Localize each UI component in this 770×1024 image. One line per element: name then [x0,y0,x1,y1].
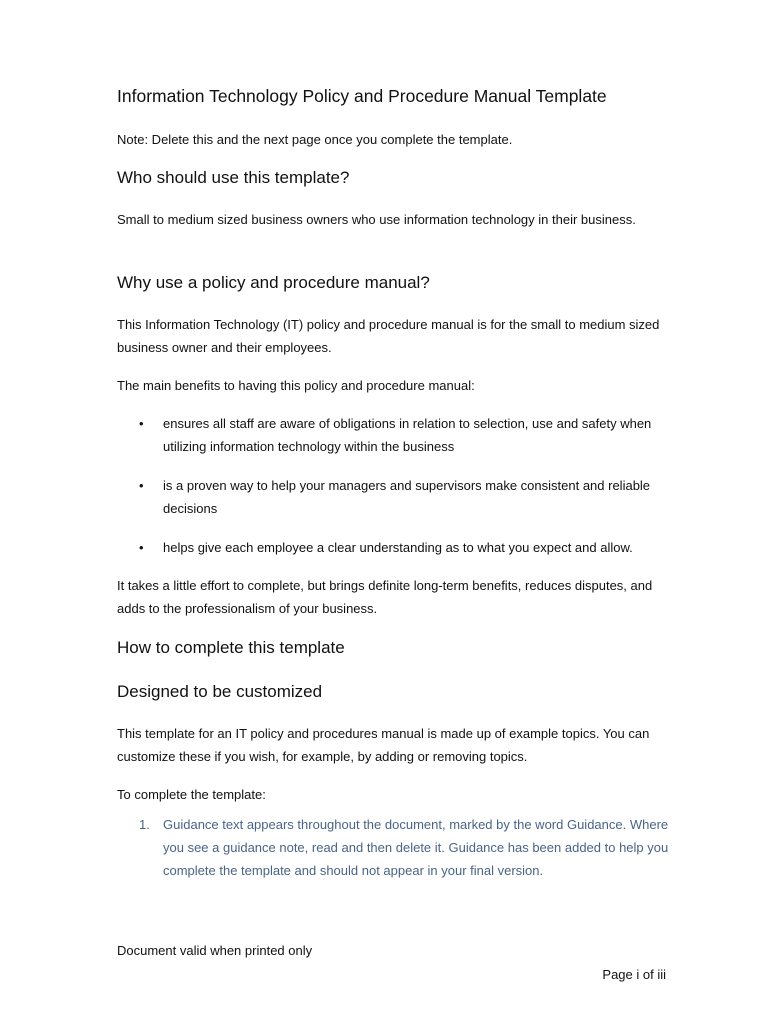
guidance-text: Guidance text appears throughout the document, marked by the word Guidance. Where you see a guidance note, read and then delete it. Guidance has been added to help you complete the template and should not appear in your final version. [163,817,669,878]
list-item-text: ensures all staff are aware of obligations in relation to selection, use and safety when utilizing information technology within the business [163,416,652,454]
bullet-icon: • [139,416,144,431]
heading-who: Who should use this template? [117,168,350,187]
step-number: 1. [139,817,150,832]
list-item [117,474,679,520]
list-item [117,536,679,559]
delete-note: Note: Delete this and the next page once you complete the template. [117,132,513,147]
heading-designed: Designed to be customized [117,682,323,701]
bullet-icon: • [139,540,144,555]
bullet-icon: • [139,478,144,493]
guidance-step [117,813,679,882]
page-number: Page i of iii [602,967,666,982]
paragraph-designed: This template for an IT policy and procedures manual is made up of example topics. You can customize these if you wish, for example, by adding or removing topics. [117,726,650,764]
heading-why: Why use a policy and procedure manual? [117,273,430,292]
steps-intro: To complete the template: [117,787,266,802]
benefits-intro: The main benefits to having this policy and procedure manual: [117,378,475,393]
list-item-text: helps give each employee a clear understanding as to what you expect and allow. [163,540,633,555]
list-item-text: is a proven way to help your managers and supervisors make consistent and reliable decisions [163,478,651,516]
heading-how: How to complete this template [117,638,345,657]
list-item [117,412,679,458]
paragraph-closing: It takes a little effort to complete, but brings definite long-term benefits, reduces disputes, and adds to the professionalism of your business. [117,578,653,616]
document-title: Information Technology Policy and Procedure Manual Template [117,86,607,106]
paragraph-why: This Information Technology (IT) policy and procedure manual is for the small to medium sized business owner and their employees. [117,317,660,355]
paragraph-who: Small to medium sized business owners who use information technology in their business. [117,212,636,227]
footer-validity: Document valid when printed only [117,943,313,958]
